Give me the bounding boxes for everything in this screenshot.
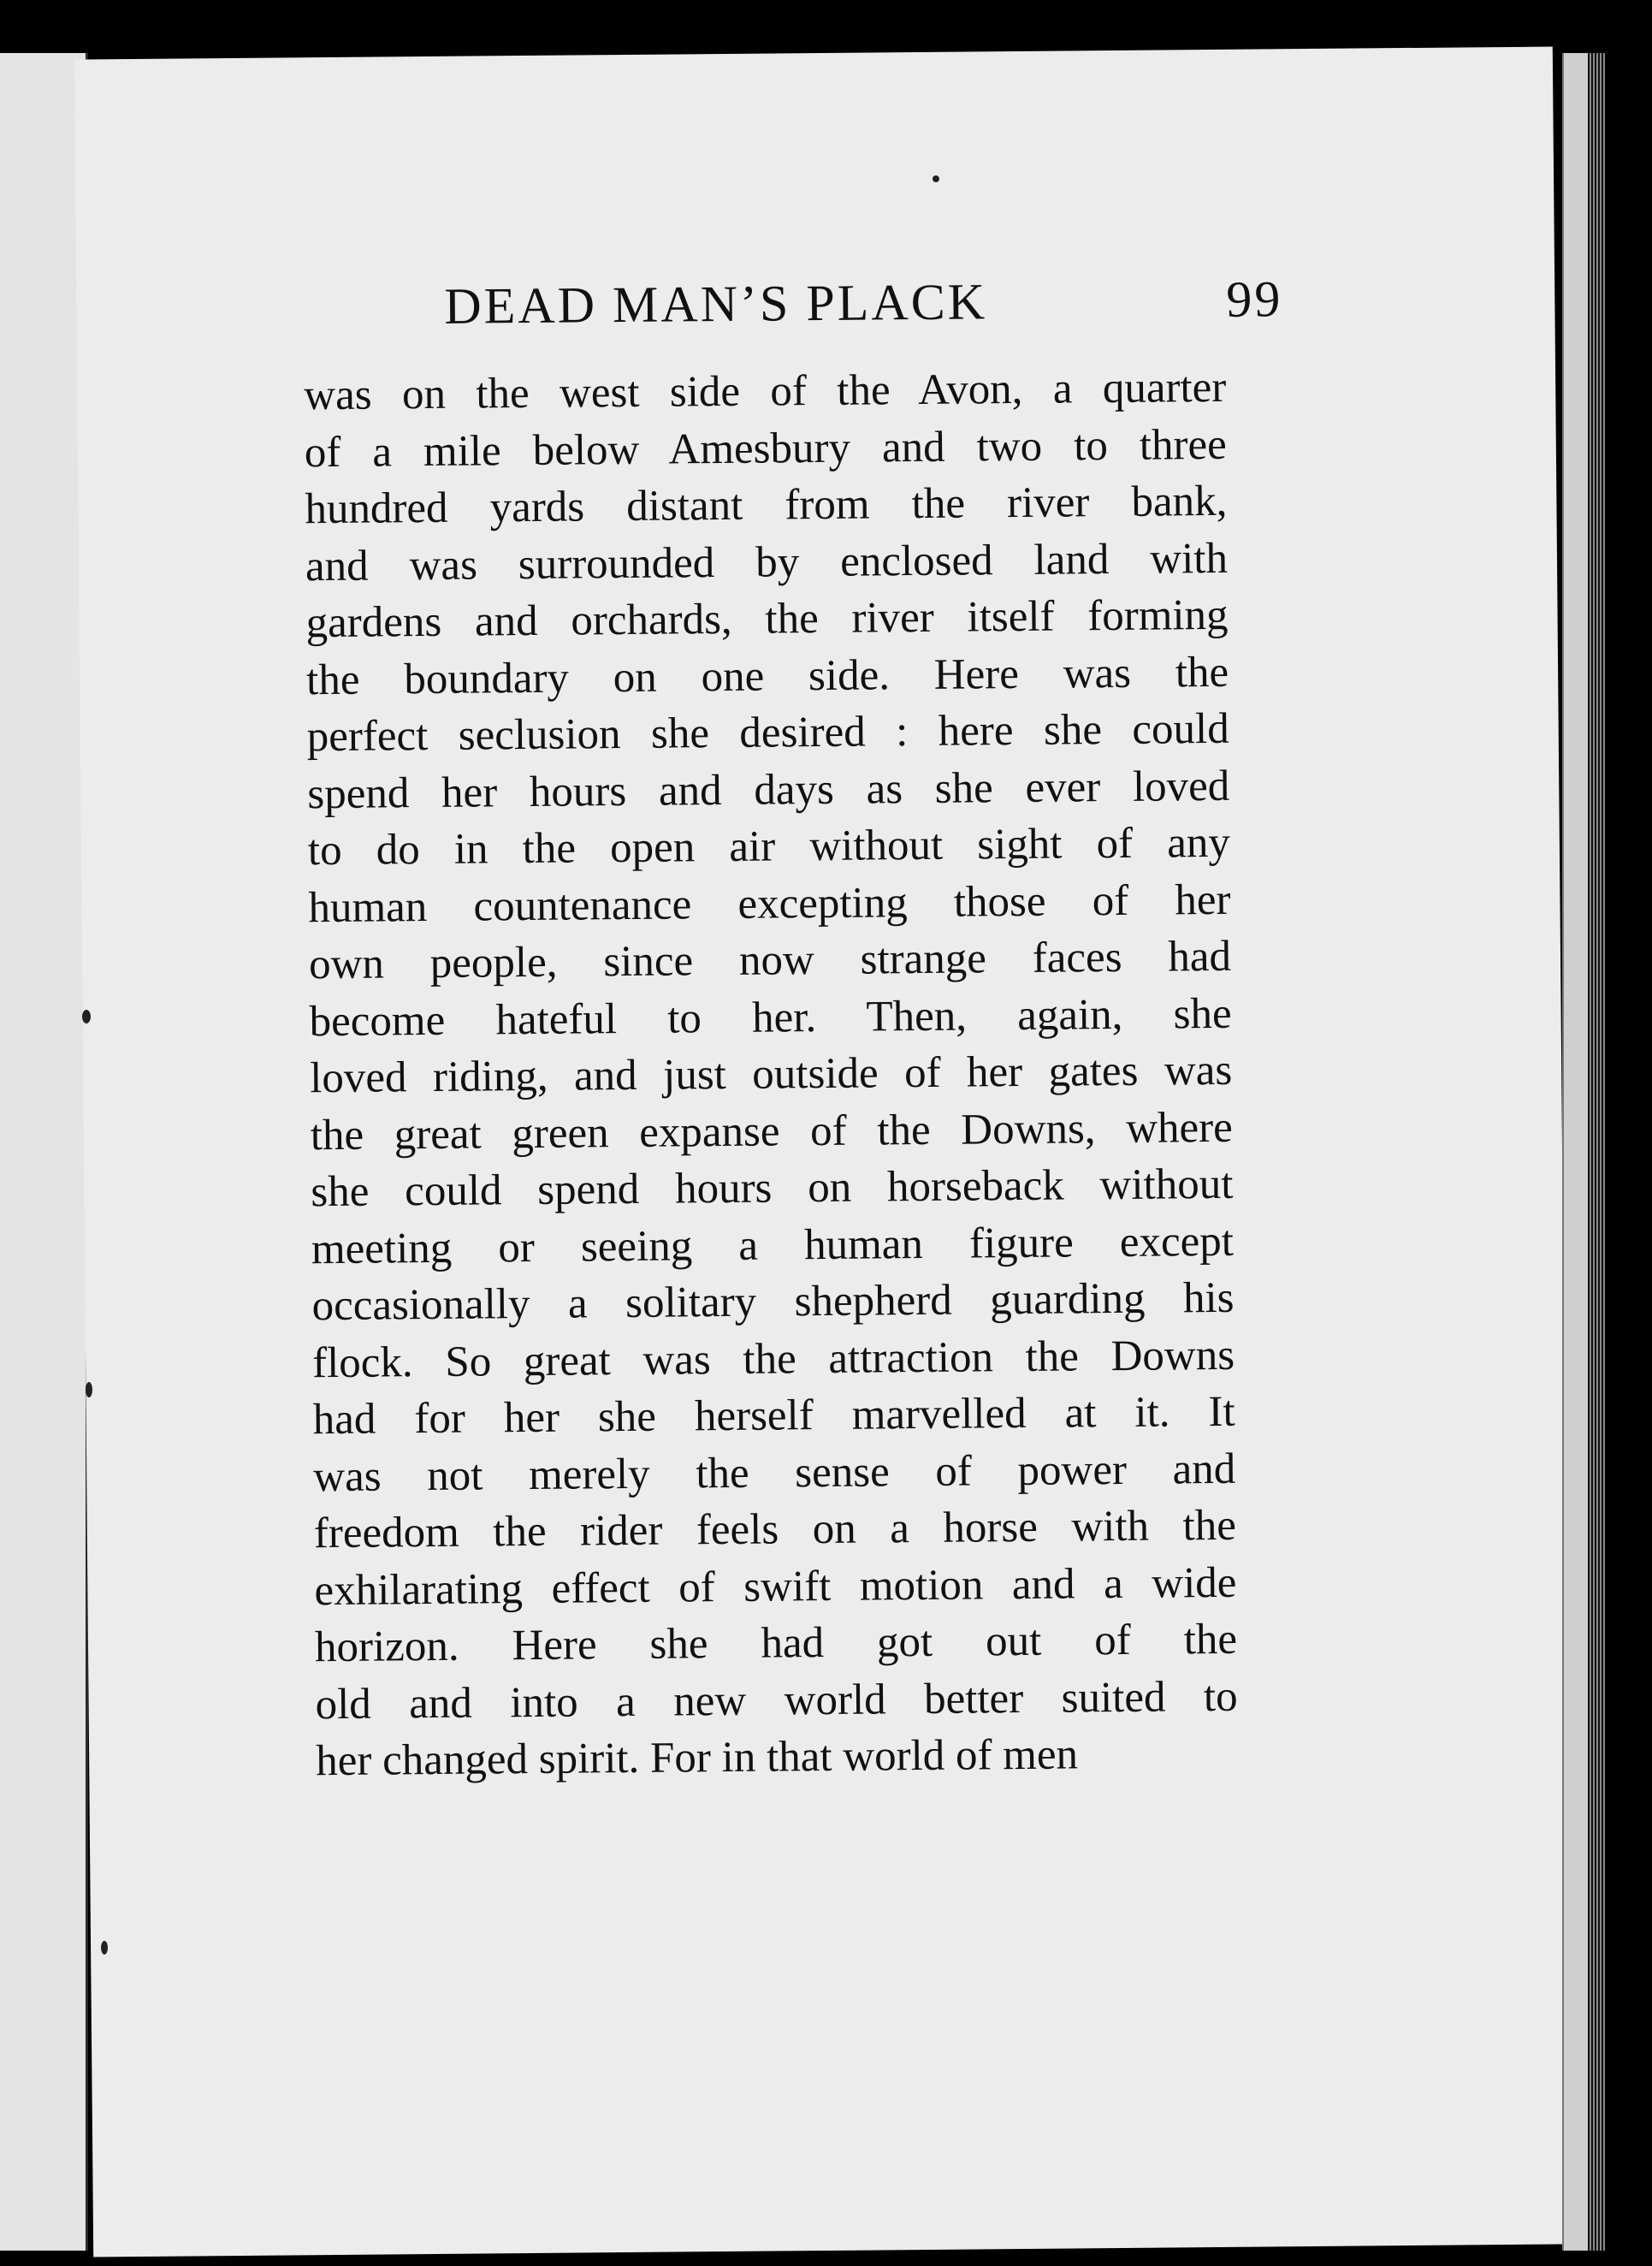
page-stack-edge [1562,53,1590,2251]
text-line: of a mile below Amesbury and two to three [304,420,1228,477]
running-head [444,270,1283,335]
text-line: had for her she herself marvelled at it. It [312,1387,1235,1444]
text-line: human countenance excepting those of her [308,875,1231,932]
text-line: own people, since now strange faces had [308,932,1232,989]
scan-speck [101,1941,108,1955]
text-line: she could spend hours on horseback without [311,1160,1234,1217]
text-line: become hateful to her. Then, again, she [309,989,1232,1046]
scan-speck [86,1382,92,1397]
text-line: and was surrounded by enclosed land with [305,534,1229,590]
text-line: gardens and orchards, the river itself forming [305,590,1229,648]
page-number: 99 [1226,270,1283,328]
text-line: flock. So great was the attraction the Downs [311,1331,1235,1387]
page-stack-lines [1588,53,1605,2251]
text-line: old and into a new world better suited to [315,1672,1238,1729]
text-line: her changed spirit. For in that world of men [315,1730,1079,1786]
text-line: horizon. Here she had got out of the [314,1615,1238,1672]
text-line: hundred yards distant from the river bank, [305,477,1228,534]
text-line: perfect seclusion she desired : here she could [306,704,1229,762]
body-text [304,359,1238,1790]
text-line: freedom the rider feels on a horse with the [313,1501,1237,1558]
page-surface [74,47,1572,2257]
running-head-title: DEAD MAN’S PLACK [444,273,988,335]
text-line: was on the west side of the Avon, a quarter [304,363,1227,420]
text-line: the great green expanse of the Downs, where [310,1103,1234,1160]
text-line: the boundary on one side. Here was the [305,648,1229,704]
text-line: to do in the open air without sight of any [307,818,1231,875]
text-line: was not merely the sense of power and [313,1444,1236,1501]
scan-speck [933,175,939,182]
text-line: exhilarating effect of swift motion and a wide [314,1558,1237,1615]
text-line: occasionally a solitary shepherd guarding his [311,1273,1235,1331]
text-line: loved riding, and just outside of her gates was [309,1046,1233,1103]
facing-page-edge [0,53,88,2251]
text-line: meeting or seeing a human figure except [311,1217,1235,1273]
text-line: spend her hours and days as she ever loved [307,762,1230,818]
scan-speck [82,1010,91,1023]
